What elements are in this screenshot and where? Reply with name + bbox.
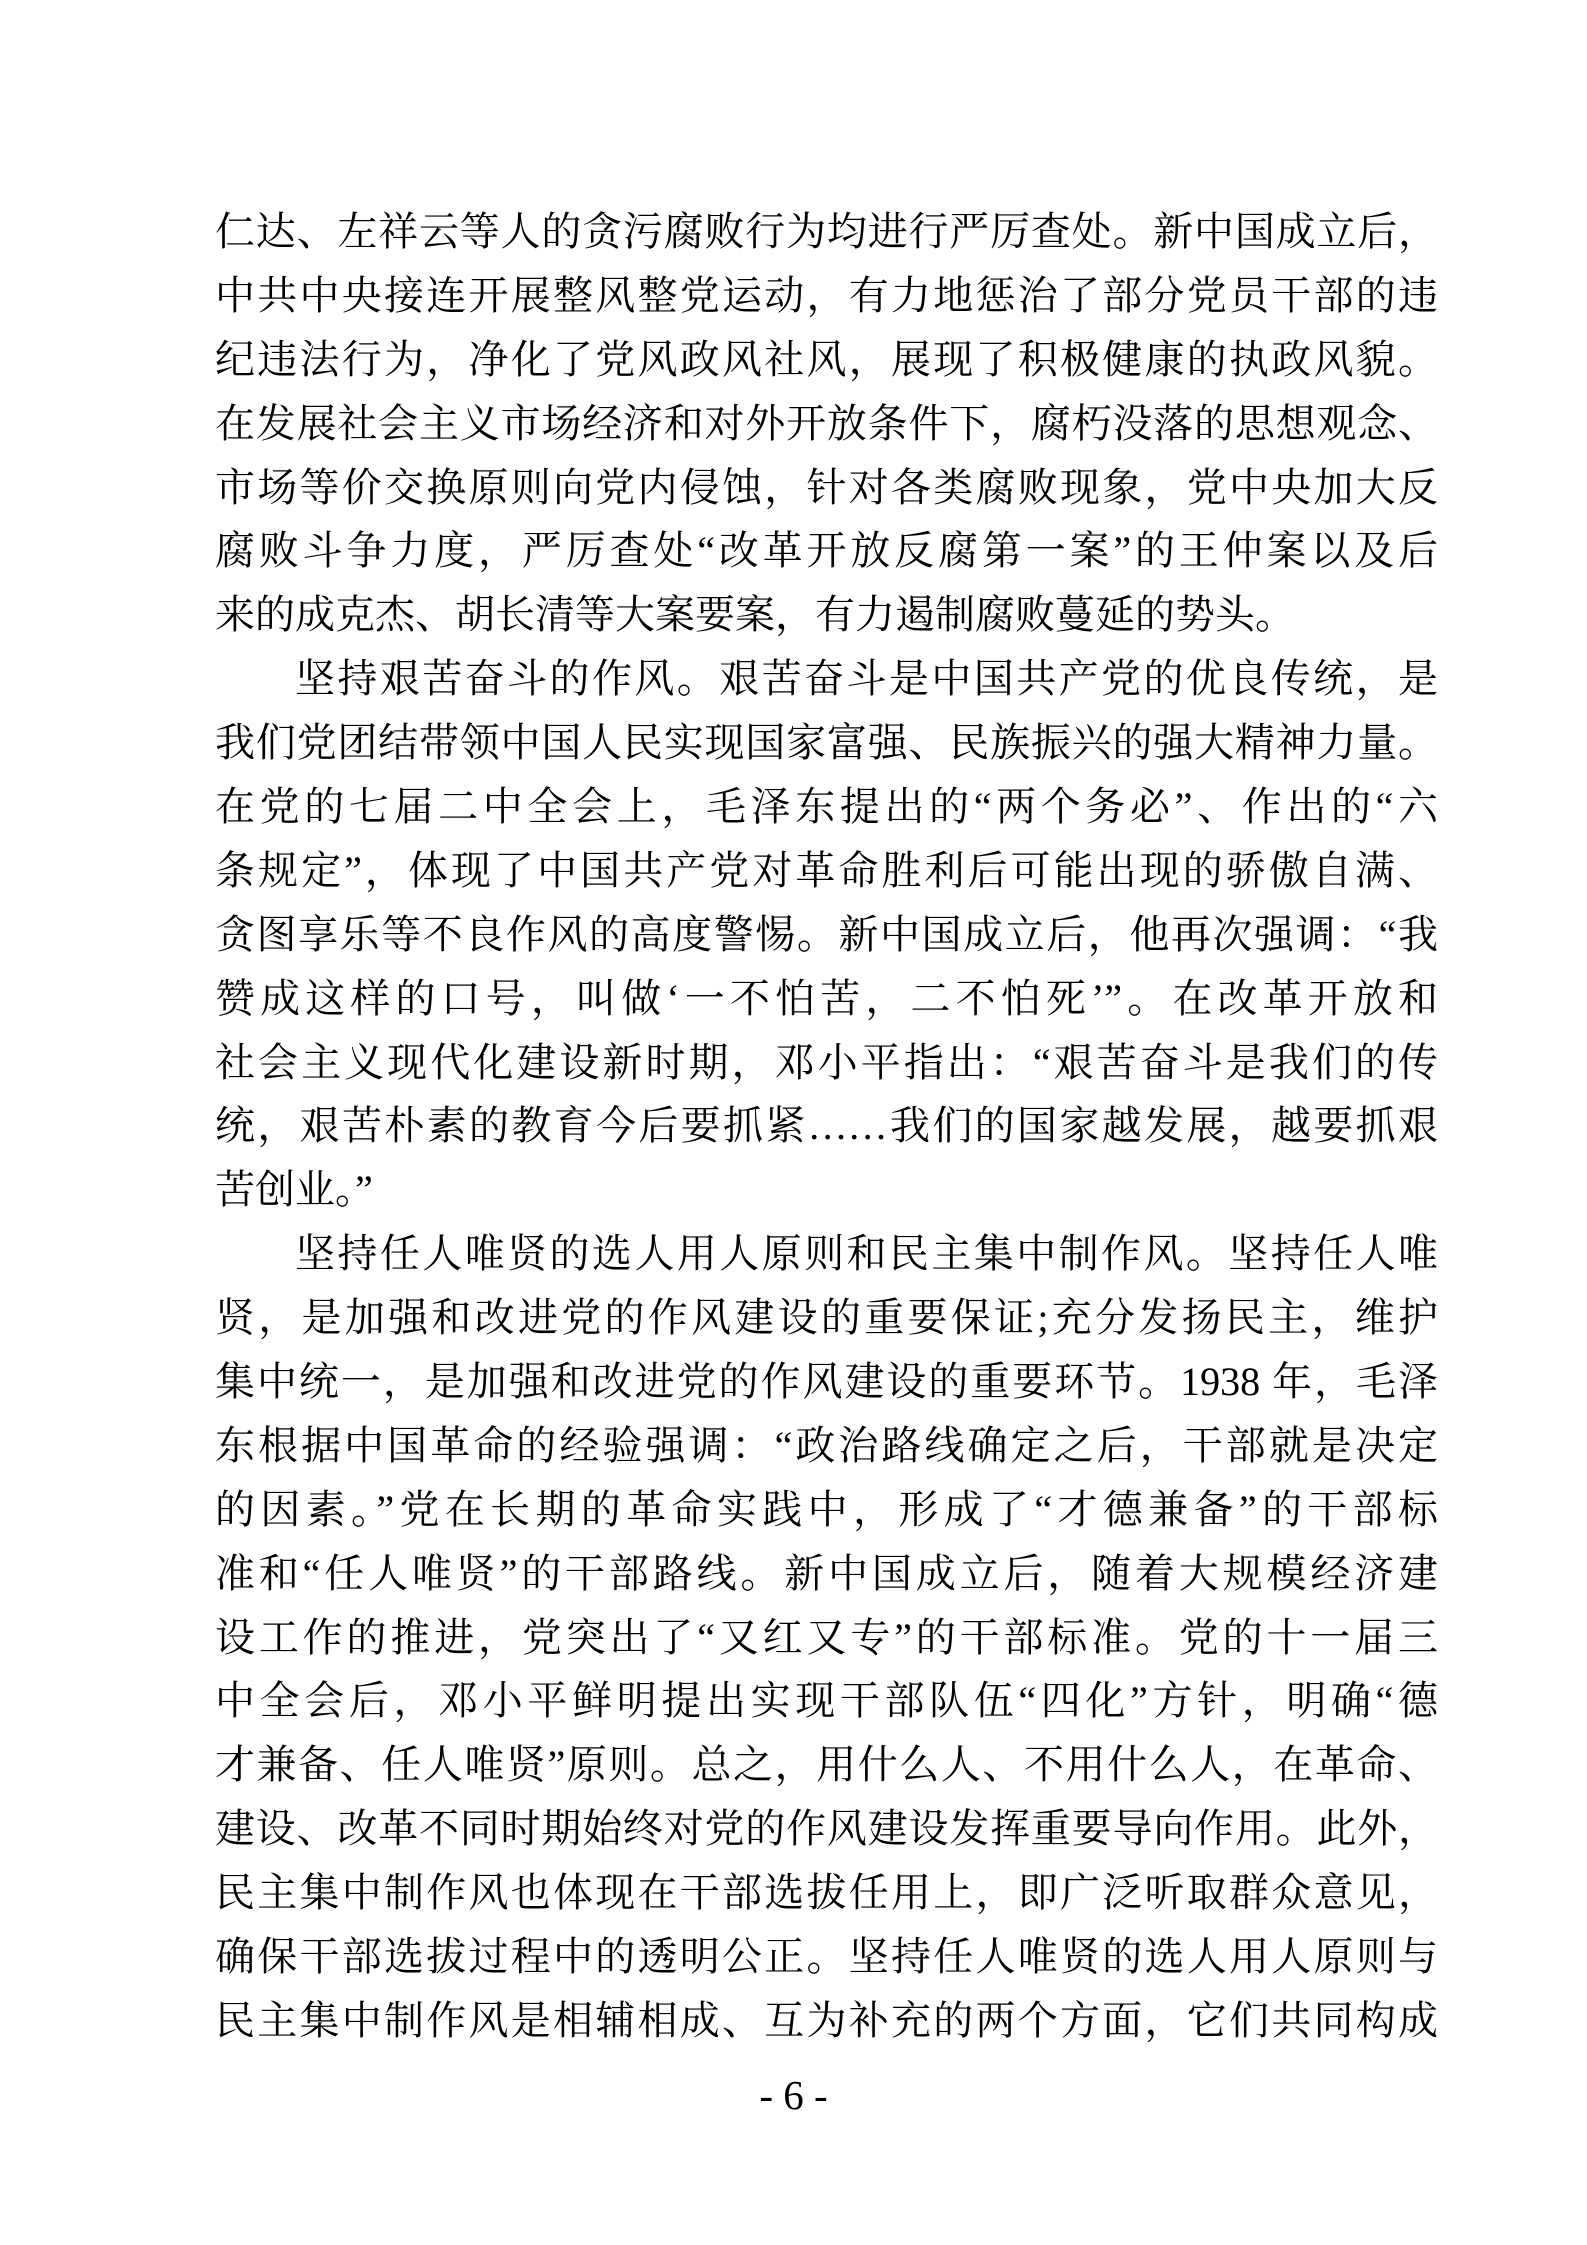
text-line: 在发展社会主义市场经济和对外开放条件下，腐朽没落的思想观念、 <box>215 400 1438 446</box>
text-line: 确保干部选拔过程中的透明公正。坚持任人唯贤的选人用人原则与 <box>215 1934 1438 1980</box>
text-line: 贤，是加强和改进党的作风建设的重要保证;充分发扬民主，维护 <box>215 1295 1438 1341</box>
text-line: 我们党团结带领中国人民实现国家富强、民族振兴的强大精神力量。 <box>215 720 1438 766</box>
page-number: - 6 - <box>759 2072 828 2118</box>
text-line: 中全会后，邓小平鲜明提出实现干部队伍“四化”方针，明确“德 <box>215 1678 1438 1724</box>
text-line: 设工作的推进，党突出了“又红又专”的干部标准。党的十一届三 <box>215 1614 1438 1660</box>
text-block <box>215 200 1438 2053</box>
text-line: 民主集中制作风也体现在干部选拔任用上，即广泛听取群众意见， <box>215 1870 1438 1916</box>
text-line: 贪图享乐等不良作风的高度警惕。新中国成立后，他再次强调：“我 <box>215 911 1438 957</box>
text-line: 纪违法行为，净化了党风政风社风，展现了积极健康的执政风貌。 <box>215 336 1438 382</box>
text-line: 来的成克杰、胡长清等大案要案，有力遏制腐败蔓延的势头。 <box>215 592 1295 638</box>
text-line: 赞成这样的口号，叫做‘一不怕苦，二不怕死’”。在改革开放和 <box>215 975 1438 1021</box>
text-line: 社会主义现代化建设新时期，邓小平指出：“艰苦奋斗是我们的传 <box>215 1039 1438 1085</box>
text-line: 条规定”，体现了中国共产党对革命胜利后可能出现的骄傲自满、 <box>215 847 1438 893</box>
text-line: 市场等价交换原则向党内侵蚀，针对各类腐败现象，党中央加大反 <box>215 464 1438 510</box>
text-line: 集中统一，是加强和改进党的作风建设的重要环节。1938 年，毛泽 <box>215 1359 1438 1405</box>
text-line: 中共中央接连开展整风整党运动，有力地惩治了部分党员干部的违 <box>215 272 1438 318</box>
text-line: 统，艰苦朴素的教育今后要抓紧……我们的国家越发展，越要抓艰 <box>215 1103 1438 1149</box>
text-line: 建设、改革不同时期始终对党的作风建设发挥重要导向作用。此外， <box>215 1806 1438 1852</box>
text-line: 准和“任人唯贤”的干部路线。新中国成立后，随着大规模经济建 <box>215 1550 1438 1596</box>
text-line: 在党的七届二中全会上，毛泽东提出的“两个务必”、作出的“六 <box>215 784 1438 830</box>
text-line: 坚持任人唯贤的选人用人原则和民主集中制作风。坚持任人唯 <box>295 1231 1438 1277</box>
text-line: 仁达、左祥云等人的贪污腐败行为均进行严厉查处。新中国成立后， <box>215 209 1438 254</box>
text-line: 的因素。”党在长期的革命实践中，形成了“才德兼备”的干部标 <box>215 1486 1438 1532</box>
text-line: 苦创业。” <box>215 1167 373 1213</box>
text-line: 民主集中制作风是相辅相成、互为补充的两个方面，它们共同构成 <box>215 1997 1438 2043</box>
text-line: 才兼备、任人唯贤”原则。总之，用什么人、不用什么人，在革命、 <box>215 1742 1438 1788</box>
text-line: 腐败斗争力度，严厉查处“改革开放反腐第一案”的王仲案以及后 <box>215 528 1438 574</box>
text-line: 坚持艰苦奋斗的作风。艰苦奋斗是中国共产党的优良传统，是 <box>295 656 1438 702</box>
text-line: 东根据中国革命的经验强调：“政治路线确定之后，干部就是决定 <box>215 1422 1438 1468</box>
